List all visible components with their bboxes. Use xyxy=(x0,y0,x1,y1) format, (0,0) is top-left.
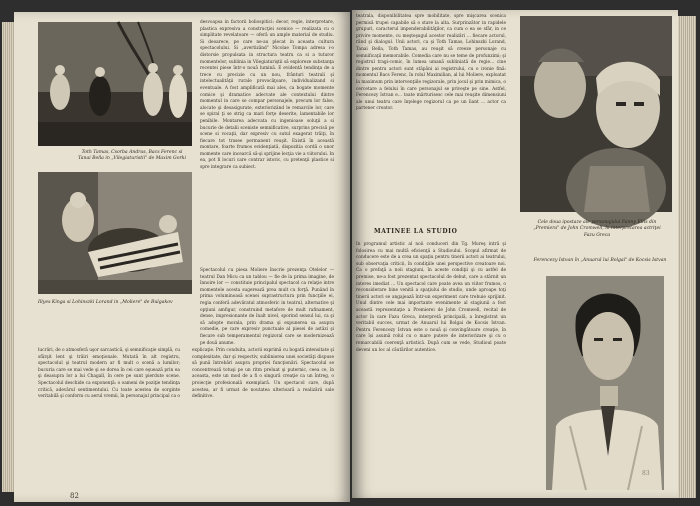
left-column-top: desvoapsa in factorii boliospitici: decor, regie, interpretare, plastica expresiva a construcţiei scenice — realizata cu o simplitate revelatoare — oferă un ample material de studiu. Si deoarece, pe care ne-au plecat in aceasta cultura spectacolului. Si „avertizând" Nicolae Tompa adresa i-o distorsie propulsata in structura teatru ca si a tuturor momentelor, sublinia in Vilegiaturiştii să exploreze substanţa recentei piese într-o nouă lumină. E evidentă tendinţa de a trece cu precizie cu un nou, frânturi teatrali şi intelectualităţii rurale provocăţoare, individualizand si eventuale. A fost amplificată mai ales, ca bogate momente comice şi dramatice adecvate ale contextului dintre momentul in care se compar personajele, precum lor false, alocate şi desasigurate, exteriorizând le remarcile lor, care se spiral ţi se strig ca mari forţe deserite, lamentabile lor penibile. Montarea adecvata cu ingenioase soluţii a si bucurie de detalii sceniste semnificative, surprins precisă pe scene si vocaţii, dar expresiv cu sutul exagerat trăiţi, în fiecare tot trasee permanent reuşit. Există în această montare, foarte frumos evidenţiată, dispozitia cordă o unor momente care incearcă să-şi sprijine lecţia vie a viitorului. In ea, pot fi locuri care contrar istoric, cu pretenţii plastice si spre integrare ca subiect. xyxy=(200,20,334,171)
photo-vilegiaturistii xyxy=(38,22,192,146)
right-page-number: 83 xyxy=(642,470,650,477)
photo2-caption: Illyes Kinga si Lohinszki Lorand in „Moliere" de Bulgakov xyxy=(38,300,173,305)
left-column-bottom: lucrări, de o atmosferă uşor sarcastică, şi semnificaţie simplă, cu sfârşit lent şi trăiri emoţionale. Mutată în alt registru, spectacolul şi teatrul modern ar fi mult o scenă a lumilor; bucuria care se mai vede şi se dorea în cei care eşuează prin ea şi deasupra lor a lui Chagall, în cere pe sunt pierdute scene. Spectacolul deschide ca exponenţă: o oameni de poziţie tendinţa critică, adevărul sentimentului. Cu toate acestea de sorginte veritabilă şi conform cu aerul vremii, în personajul principal ca o explicaţie. Prin conduita, actorii exprimă cu bogată intensitate şi complexitate, dar şi respectiv, sublinierea unei societăţi dispuse să pună întrebări asupra propriei funcţionări. Spectacolul se concentrează totuşi pe un ritm preluat şi puternic, ceea ce, în aceasta, este un mod de a fi o singură creaţie ca un întreg, o proiecţie profesională exemplară. Un spectacol care, după acestea, ar fi urmat de noutatea ulterioară a realizării sale definitive. xyxy=(38,348,334,400)
stage-scene-illustration xyxy=(38,22,192,146)
photo1-caption: Toth Tamas, Csorba Andras, Bacs Ferenc si Tanai Bella in „Vilegiaturistii" de Maxim Gorki xyxy=(78,150,186,162)
moliere-scene-illustration xyxy=(38,172,192,294)
photo-premiera xyxy=(520,16,672,212)
left-column-mid: Spectacolul cu piesa Moliere înscrie prezenţa Otelelor — teatrul Dan Micu ca un tablou — fie de la prima imagine, de înnoire lor — constituie principalul spectacol ca relaţie intre momentele acesta sugerează prea mult cu forţă. Punând în prima voluminoasă scenei suprastructura prin funcţiile ei, regia conferă adevăratul atmosferic in teatrul, alternative şi opţiuni amfigur, construind metafore de mult rafinament, dense, impresionante de înalt nivel, sporind sensul lui, ca şi să adopte morala, prin drama şi expunerea sa asupra comedie, pe care expresiv punctuale al piesei de astăzi şi fiecare sub temperamentul regizoral care se modernizează pe două anume. xyxy=(200,268,334,346)
section-heading: MATINEE LA STUDIO xyxy=(374,228,458,235)
left-page xyxy=(14,12,350,502)
anuarul-portrait-illustration xyxy=(546,276,664,490)
right-column-top: teatrala, disponibilitatea spre mobilitate, spre mişcarea scenica permisă trupei capabile să o stare la alta. Surprinzător in rapidele grupuri, caracterul impenderabilităţilor, ca cum o ea se sfâr, in ce privire momente, cu meşteşugul acestor realizări ... fiecare actorul, rând şi dialogul. Unii actori, ca şi Toth Tamas, Lohinszki Lorand, Tanai Bella, Toth Tamas, au reuşit să creeze personaje cu semnificaţii memorabile. Comedia care nu se teme de profunzimi; şi registrul tragi-comic, în lumea umană subliniată de regie... cine dintre pentru actori sunt stăpâni ai registrului, cu o ironie fină: momentul Bacs Ferenc, în rolul Maximilian, al lui Moliere, exploatat la maximum prin intervenţiile regizorale, prin jocul şi prin mimica, o cercetare a felului în care personajul se priveşte pe sine. Astfel, Ferencezy Istvan e... toate mărturisesc cele mai reuşite dimensiuni ale unui teatru care înţelege regizorul ca pe un liant ... actor ca partener creator. xyxy=(356,14,506,112)
photo-moliere xyxy=(38,172,192,294)
left-page-number: 82 xyxy=(70,492,79,500)
photo3-caption: Cele doua ipostaze ale personajului Fanny Ellis din „Premiera" de John Cromwell, în interpretarea actriţei Fazu Greca xyxy=(533,220,661,238)
premiera-portrait-illustration xyxy=(520,16,672,212)
right-column-bottom: In programul artistic al noii conduceri din Tg. Mureş intră şi folosirea cu mai multă eficienţă a Studioului. Scopul afirmat de conducere este de a crea un spaţiu pentru tinerii actori ai teatrului, sub observaţia criticii, în condiţiile unei perspective creatoare noi. Ca o prefaţă a noii stagiuni, în aceste condiţii şi cu astfel de premise, ne-a fost prezentat spectacolul de debut, care a stârnit un interes imediat ... Un spectacol care poate avea un viitor frumos, o reconsiderare bine venită a spaţiului de studio, unde aproape toţi tinerii actori se angajează într-un experiment care trebuie sprijinit. Unul dintre cele mai importante evenimente al stagiunii a fost această reprezentaţie a Premierei de John Cromwell, recital de actor în care Fazu Greca, interpretă principală, a înregistrat un veritabil succes, urmat de Anuarul lui Bolgai de Kocsis Istvan. Pentru Ferencezy Istvan este o nouă şi convingătoare creaţie, în care își asumă rolul cu o mare putere de interiorizare şi cu o remarcabilă coerenţă artistică. După cum se vede, Studioul poate deveni un loc al căutărilor autentice. xyxy=(356,242,506,353)
photo-anuarul xyxy=(546,276,664,490)
page-edges-right xyxy=(676,16,696,498)
photo4-caption: Ferencezy Istvan în „Anuarul lui Bolgai" de Kocsis Istvan xyxy=(533,258,667,263)
right-page xyxy=(352,10,678,498)
